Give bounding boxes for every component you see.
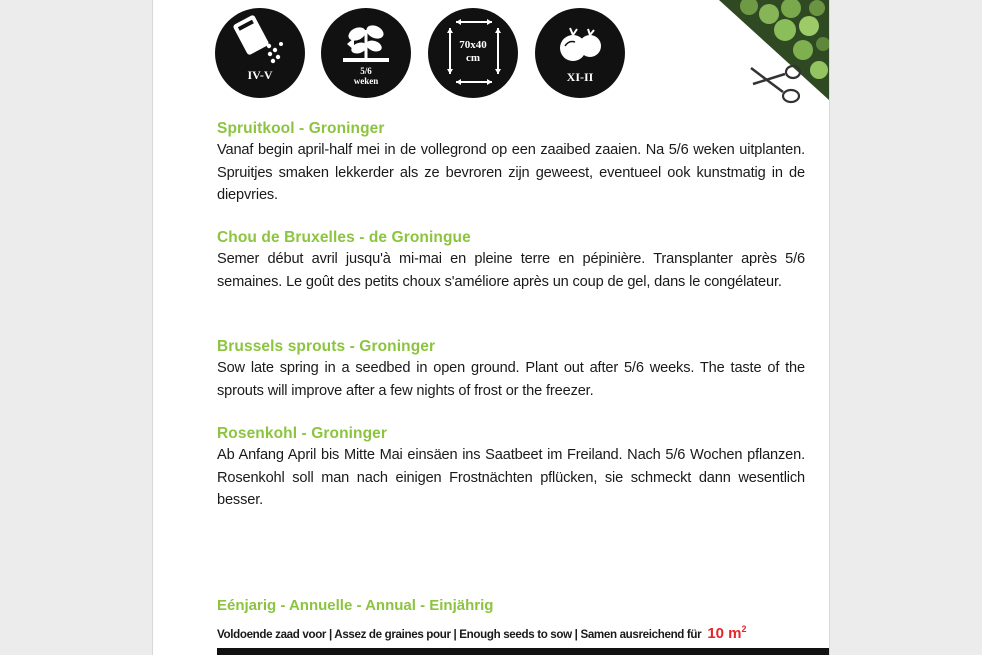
transplant-weeks-value: 5/6	[360, 66, 372, 76]
seed-packet-back	[152, 0, 830, 655]
transplant-weeks-unit: weken	[353, 76, 379, 86]
section-german	[217, 424, 805, 512]
area-unit-exponent: 2	[741, 624, 747, 634]
section-title: Chou de Bruxelles - de Groningue	[217, 229, 471, 246]
section-french	[217, 228, 805, 293]
spacing-value: 70x40	[459, 39, 487, 51]
spacing-unit: cm	[465, 52, 481, 64]
bottom-bar	[217, 648, 829, 655]
section-body: Vanaf begin april-half mei in de vollegrond op een zaaibed zaaien. Na 5/6 weken uitplanten. Spruitjes smaken lekkerder als ze bevroren zijn geweest, eventueel ook kunstmatig in de diepvries.	[217, 142, 805, 203]
scissors-icon	[747, 64, 803, 106]
section-body: Semer début avril jusqu'à mi-mai en pleine terre en pépinière. Transplanter après 5/6 semaines. Le goût des petits choux s'améliore après un coup de gel, dans le congélateur.	[217, 251, 805, 290]
area-value: 10 $m^2$	[707, 624, 747, 642]
section-english	[217, 337, 805, 402]
sowing-seeds-icon	[215, 8, 305, 98]
growing-info-icons	[215, 8, 635, 98]
seedling-transplant-icon	[321, 8, 411, 98]
sowing-period-label: IV-V	[247, 68, 273, 82]
seeds-coverage-text: Voldoende zaad voor | Assez de graines pour | Enough seeds to sow | Samen ausreichend für	[217, 628, 702, 641]
harvest-period-label: XI-II	[566, 70, 594, 84]
section-title: Rosenkohl - Groninger	[217, 425, 388, 442]
plant-spacing-icon	[428, 8, 518, 98]
section-title: Spruitkool - Groninger	[217, 120, 385, 137]
seeds-coverage-line	[217, 624, 805, 642]
harvest-icon	[535, 8, 625, 98]
section-dutch	[217, 119, 805, 207]
section-body: Sow late spring in a seedbed in open ground. Plant out after 5/6 weeks. The taste of the sprouts will improve after a few nights of frost or the freezer.	[217, 360, 805, 399]
annual-label: Eénjarig - Annuelle - Annual - Einjährig	[217, 597, 494, 614]
section-body: Ab Anfang April bis Mitte Mai einsäen ins Saatbeet im Freiland. Nach 5/6 Wochen pflanzen. Rosenkohl soll man nach einigen Frostnächten pflücken, sie schmeckt dann wesentlich besser.	[217, 447, 805, 508]
section-title: Brussels sprouts - Groninger	[217, 338, 436, 355]
